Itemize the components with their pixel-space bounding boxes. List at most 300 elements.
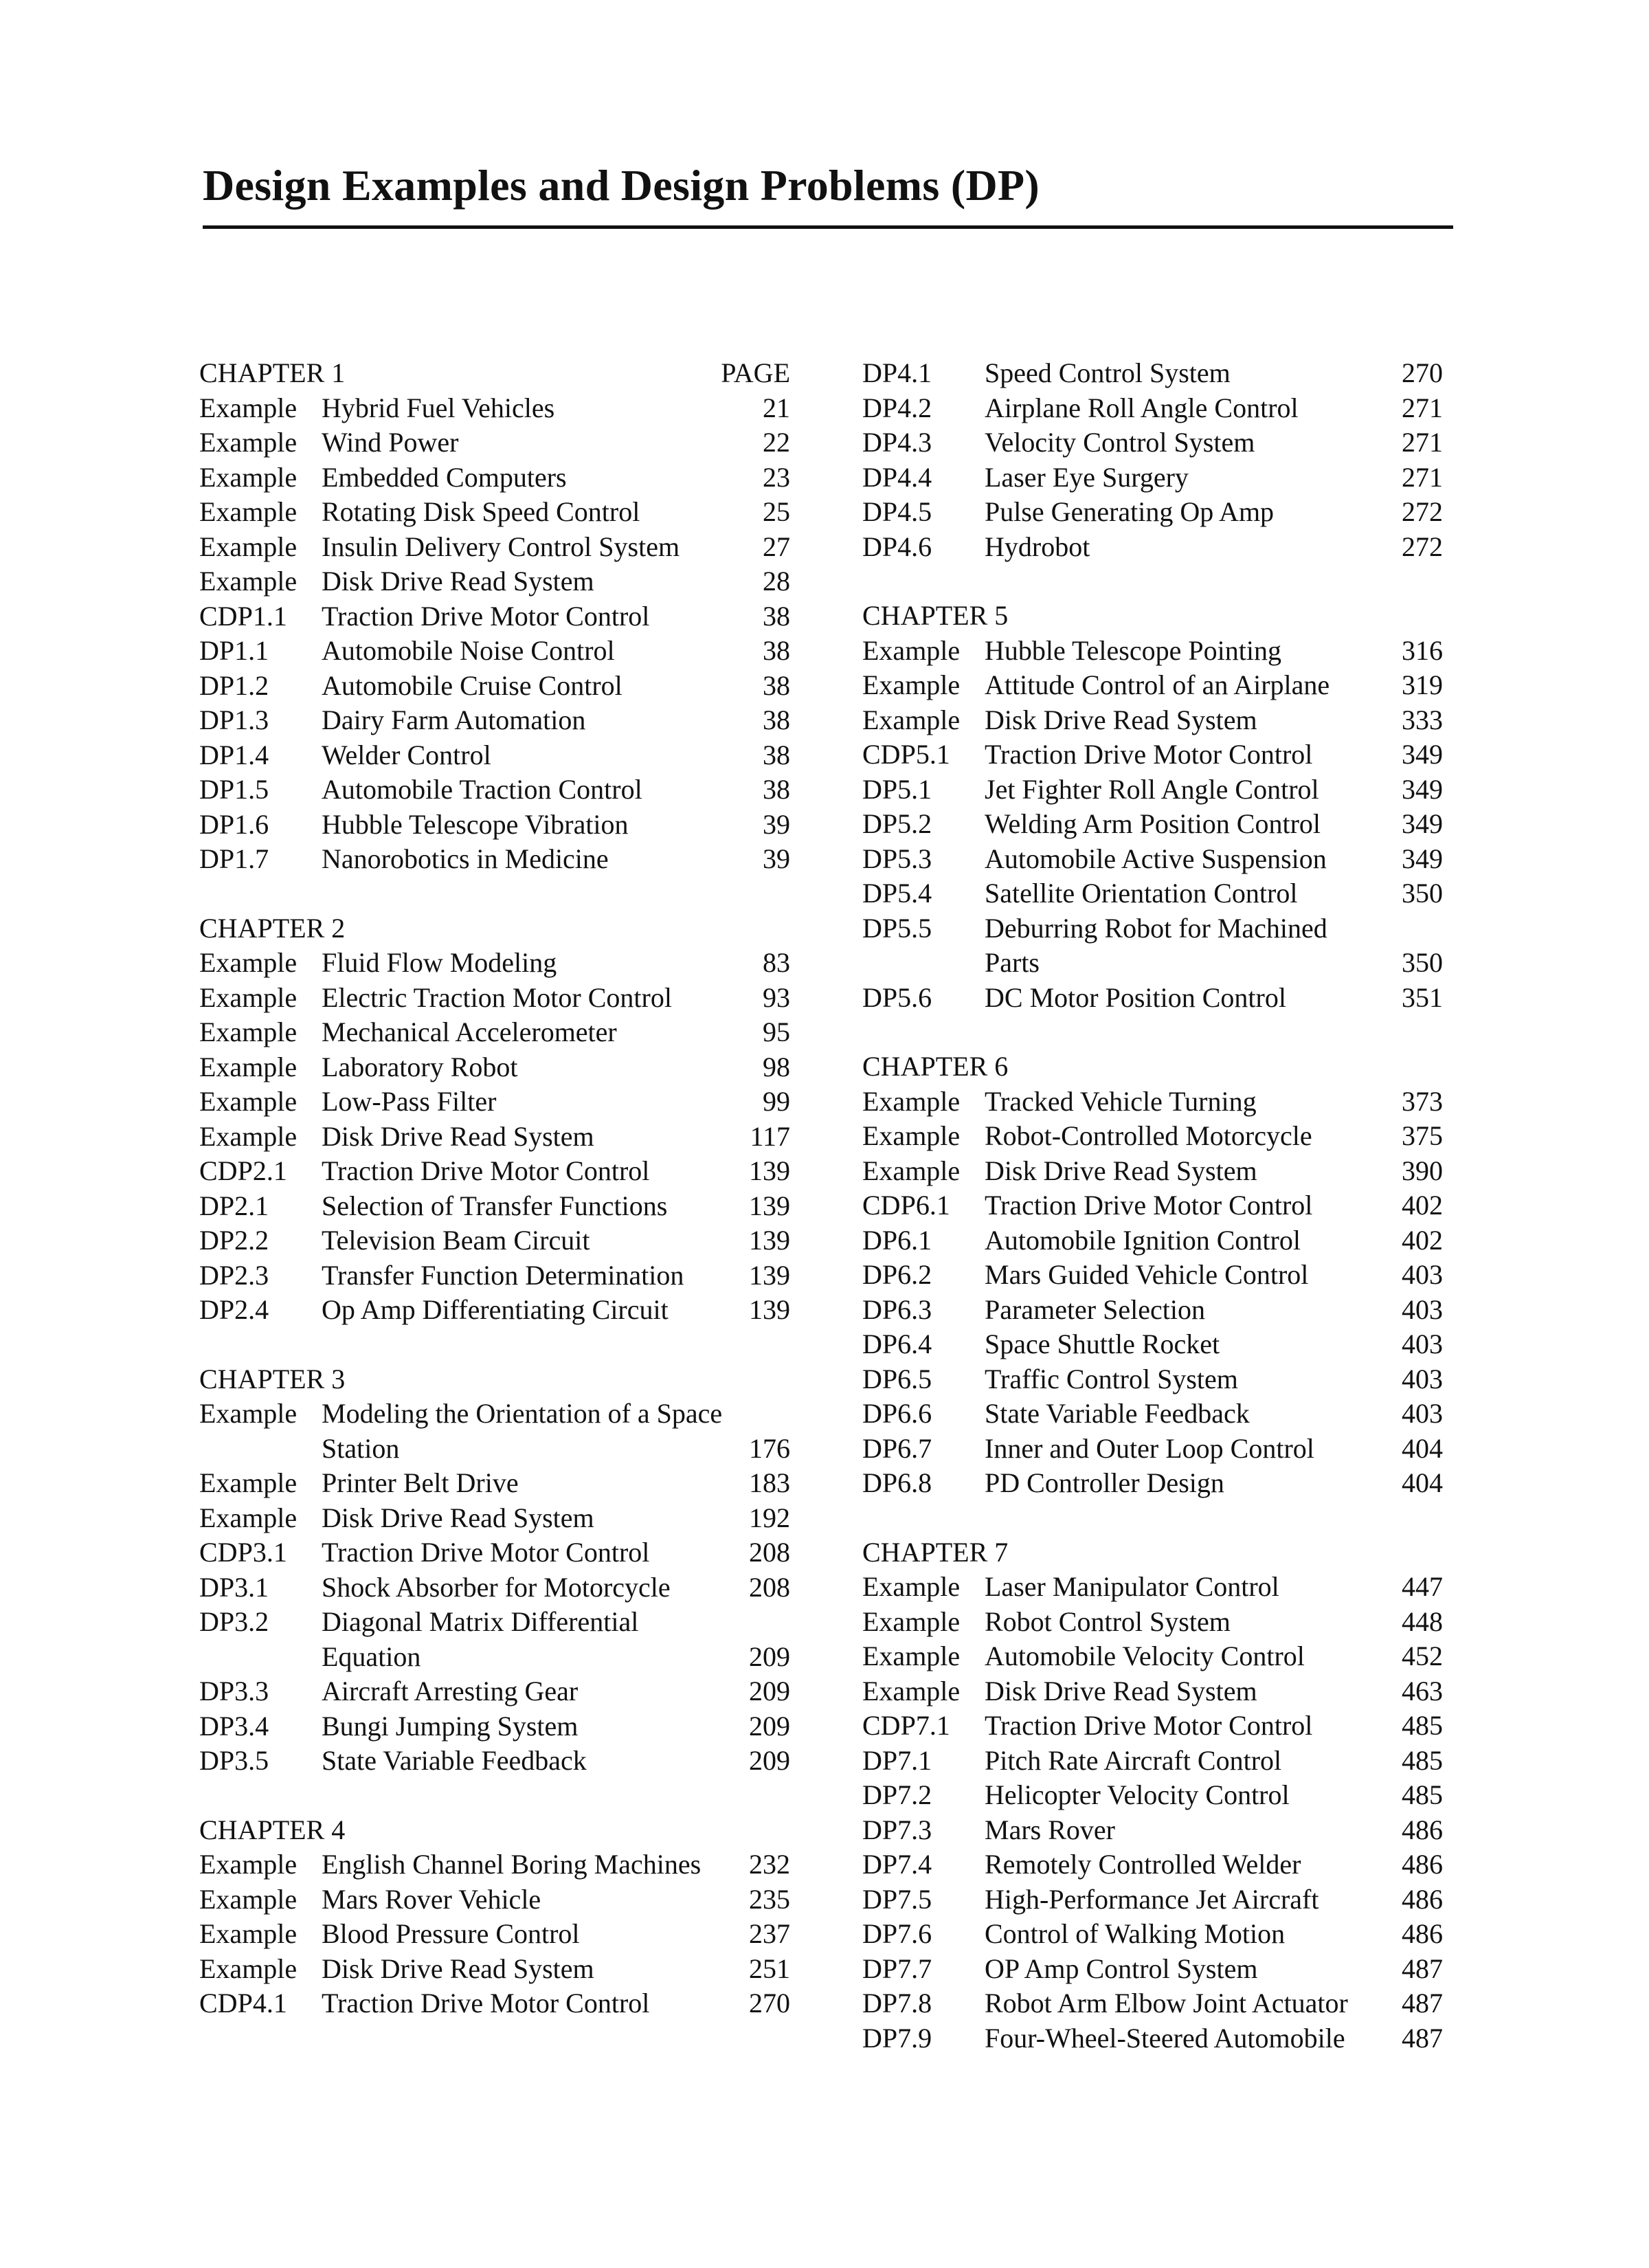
entry-title: Traction Drive Motor Control bbox=[322, 1155, 650, 1186]
entry-label: Example bbox=[199, 1051, 298, 1082]
chapter-heading: CHAPTER 3 bbox=[199, 1363, 346, 1394]
entry-title: Traction Drive Motor Control bbox=[985, 1190, 1313, 1221]
entry-label: DP4.6 bbox=[862, 531, 932, 562]
entry-row bbox=[862, 668, 1443, 703]
entry-row bbox=[862, 1223, 1443, 1258]
entry-label: DP5.6 bbox=[862, 981, 932, 1013]
entry-label: Example bbox=[862, 1675, 961, 1706]
entry-title: Automobile Active Suspension bbox=[985, 843, 1327, 874]
entry-label: DP3.5 bbox=[199, 1745, 269, 1776]
entry-page: 209 bbox=[749, 1710, 790, 1742]
entry-title: Welding Arm Position Control bbox=[985, 808, 1321, 839]
entry-row bbox=[199, 946, 790, 981]
entry-row bbox=[199, 425, 790, 460]
entry-page: 373 bbox=[1402, 1085, 1443, 1117]
entry-title: Automobile Noise Control bbox=[322, 635, 615, 666]
chapter-heading: CHAPTER 6 bbox=[862, 1051, 1009, 1082]
entry-page: 209 bbox=[749, 1745, 790, 1776]
entry-label: DP7.8 bbox=[862, 1988, 932, 2019]
entry-row bbox=[199, 669, 790, 704]
entry-page: 351 bbox=[1402, 981, 1443, 1013]
entry-page: 28 bbox=[763, 566, 790, 597]
entry-title: Aircraft Arresting Gear bbox=[322, 1676, 579, 1706]
entry-row bbox=[862, 391, 1443, 426]
entry-label: CDP5.1 bbox=[862, 739, 950, 770]
entry-label: Example bbox=[199, 1918, 298, 1949]
entry-title: Disk Drive Read System bbox=[322, 1953, 594, 1984]
entry-page: 139 bbox=[749, 1259, 790, 1291]
entry-title: Disk Drive Read System bbox=[985, 704, 1257, 735]
entry-label: CDP3.1 bbox=[199, 1537, 287, 1568]
entry-row bbox=[862, 460, 1443, 496]
entry-page: 350 bbox=[1402, 947, 1443, 978]
entry-title: Television Beam Circuit bbox=[322, 1225, 590, 1256]
entry-row bbox=[862, 1085, 1443, 1120]
entry-title: Tracked Vehicle Turning bbox=[985, 1085, 1257, 1117]
entry-row bbox=[862, 1917, 1443, 1952]
entry-page: 25 bbox=[763, 496, 790, 527]
entry-page: 39 bbox=[763, 808, 790, 840]
entry-page: 22 bbox=[763, 427, 790, 458]
entry-label: Example bbox=[862, 1120, 961, 1151]
entry-label: Example bbox=[199, 981, 298, 1013]
entry-label: Example bbox=[862, 1605, 961, 1637]
entry-page: 463 bbox=[1402, 1675, 1443, 1706]
entry-row bbox=[862, 1986, 1443, 2021]
entry-page: 447 bbox=[1402, 1571, 1443, 1602]
entry-label: DP2.4 bbox=[199, 1294, 269, 1325]
entry-page: 98 bbox=[763, 1051, 790, 1082]
entry-row bbox=[199, 1258, 790, 1293]
entry-title: Automobile Velocity Control bbox=[985, 1641, 1305, 1671]
entry-page: 487 bbox=[1402, 2022, 1443, 2054]
entry-label: Example bbox=[199, 1849, 298, 1880]
entry-page: 95 bbox=[763, 1016, 790, 1047]
page-column-header: PAGE bbox=[721, 357, 790, 388]
entry-row bbox=[862, 1327, 1443, 1362]
entry-row bbox=[199, 1050, 790, 1085]
entry-title: Attitude Control of an Airplane bbox=[985, 669, 1330, 700]
entry-label: DP5.1 bbox=[862, 773, 932, 805]
entry-label: Example bbox=[862, 634, 961, 666]
entry-page: 486 bbox=[1402, 1814, 1443, 1845]
entry-label: Example bbox=[199, 1502, 298, 1533]
entry-row bbox=[862, 807, 1443, 842]
entry-label: DP5.2 bbox=[862, 808, 932, 839]
chapter-section bbox=[862, 356, 1443, 564]
entry-row bbox=[199, 981, 790, 1016]
entry-label: Example bbox=[199, 1398, 298, 1429]
entry-row bbox=[862, 1847, 1443, 1882]
chapter-heading: CHAPTER 7 bbox=[862, 1536, 1009, 1568]
chapter-heading: CHAPTER 2 bbox=[199, 912, 346, 944]
entry-row bbox=[199, 460, 790, 496]
left-column bbox=[199, 356, 790, 2021]
entry-page: 349 bbox=[1402, 843, 1443, 874]
entry-label: Example bbox=[199, 1467, 298, 1498]
entry-title: Wind Power bbox=[322, 427, 459, 458]
entry-row bbox=[862, 1397, 1443, 1432]
entry-label: Example bbox=[862, 1571, 961, 1602]
right-column bbox=[862, 356, 1443, 2056]
entry-page: 139 bbox=[749, 1190, 790, 1221]
entry-row bbox=[199, 1674, 790, 1709]
entry-title: Robot Control System bbox=[985, 1605, 1231, 1637]
entry-row bbox=[199, 1952, 790, 1987]
entry-title: Mars Guided Vehicle Control bbox=[985, 1259, 1309, 1290]
entry-title: Laboratory Robot bbox=[322, 1051, 518, 1082]
chapter-heading-row bbox=[199, 911, 790, 946]
entry-page: 486 bbox=[1402, 1918, 1443, 1949]
entry-title: Remotely Controlled Welder bbox=[985, 1849, 1301, 1880]
entry-row bbox=[862, 1813, 1443, 1848]
entry-label: DP6.5 bbox=[862, 1363, 932, 1394]
entry-page: 349 bbox=[1402, 808, 1443, 839]
entry-label: DP2.2 bbox=[199, 1225, 269, 1256]
entry-title: Speed Control System bbox=[985, 357, 1231, 388]
entry-row bbox=[199, 1709, 790, 1744]
entry-page: 27 bbox=[763, 531, 790, 562]
entry-row bbox=[862, 1744, 1443, 1779]
entry-page: 403 bbox=[1402, 1328, 1443, 1359]
entry-title: Disk Drive Read System bbox=[985, 1675, 1257, 1706]
entry-row bbox=[862, 634, 1443, 669]
entry-row bbox=[199, 1189, 790, 1224]
entry-row bbox=[862, 1709, 1443, 1744]
entry-title: Traction Drive Motor Control bbox=[322, 600, 650, 632]
entry-label: DP1.3 bbox=[199, 704, 269, 735]
entry-page: 486 bbox=[1402, 1849, 1443, 1880]
entry-label: Example bbox=[199, 461, 298, 493]
entry-row bbox=[199, 808, 790, 843]
entry-page: 390 bbox=[1402, 1155, 1443, 1186]
entry-title: Four-Wheel-Steered Automobile bbox=[985, 2022, 1345, 2054]
entry-label: Example bbox=[862, 669, 961, 700]
entry-row bbox=[862, 1674, 1443, 1709]
entry-label: DP1.1 bbox=[199, 635, 269, 666]
entry-title: Disk Drive Read System bbox=[322, 1502, 594, 1533]
chapter-heading: CHAPTER 1 bbox=[199, 357, 346, 388]
entry-label: DP2.3 bbox=[199, 1259, 269, 1291]
entry-label: DP6.4 bbox=[862, 1328, 932, 1359]
entry-page: 235 bbox=[749, 1883, 790, 1915]
entry-page: 83 bbox=[763, 947, 790, 978]
entry-title: Robot-Controlled Motorcycle bbox=[985, 1120, 1312, 1151]
entry-page: 272 bbox=[1402, 496, 1443, 527]
entry-page: 139 bbox=[749, 1294, 790, 1325]
entry-row bbox=[199, 703, 790, 738]
entry-page: 349 bbox=[1402, 739, 1443, 770]
entry-row bbox=[199, 495, 790, 530]
entry-title: Electric Traction Motor Control bbox=[322, 981, 672, 1013]
entry-row bbox=[862, 703, 1443, 738]
entry-label: DP3.4 bbox=[199, 1710, 269, 1742]
entry-title: Low-Pass Filter bbox=[322, 1086, 497, 1117]
entry-title: Diagonal Matrix Differential Equation bbox=[322, 1606, 639, 1672]
entry-row bbox=[862, 1570, 1443, 1605]
entry-row bbox=[199, 1917, 790, 1952]
entry-page: 271 bbox=[1402, 461, 1443, 493]
entry-row bbox=[862, 1605, 1443, 1640]
entry-title: State Variable Feedback bbox=[322, 1745, 587, 1776]
entry-label: CDP1.1 bbox=[199, 600, 287, 632]
entry-title: OP Amp Control System bbox=[985, 1953, 1258, 1984]
entry-page: 402 bbox=[1402, 1224, 1443, 1256]
entry-row bbox=[199, 564, 790, 599]
entry-page: 485 bbox=[1402, 1779, 1443, 1810]
entry-title: Dairy Farm Automation bbox=[322, 704, 586, 735]
entry-title: Mars Rover bbox=[985, 1814, 1115, 1845]
entry-title: Traction Drive Motor Control bbox=[985, 739, 1313, 770]
entry-row bbox=[862, 530, 1443, 565]
entry-title: Automobile Ignition Control bbox=[985, 1224, 1301, 1256]
entry-title: Hubble Telescope Pointing bbox=[985, 634, 1281, 666]
chapter-section bbox=[862, 599, 1443, 1015]
entry-page: 23 bbox=[763, 461, 790, 493]
chapter-section bbox=[199, 1362, 790, 1779]
page-title: Design Examples and Design Problems (DP) bbox=[203, 161, 1040, 210]
entry-label: Example bbox=[199, 566, 298, 597]
entry-row bbox=[862, 495, 1443, 530]
entry-title: Airplane Roll Angle Control bbox=[985, 392, 1299, 423]
entry-title: Transfer Function Determination bbox=[322, 1259, 684, 1291]
entry-row bbox=[862, 1188, 1443, 1223]
entry-label: DP7.4 bbox=[862, 1849, 932, 1880]
entry-title: Traction Drive Motor Control bbox=[322, 1988, 650, 2019]
entry-page: 403 bbox=[1402, 1398, 1443, 1429]
entry-title: Embedded Computers bbox=[322, 461, 567, 493]
entry-title: Automobile Traction Control bbox=[322, 774, 642, 805]
entry-page: 403 bbox=[1402, 1293, 1443, 1325]
entry-page: 38 bbox=[763, 704, 790, 735]
entry-page: 232 bbox=[749, 1849, 790, 1880]
entry-label: DP1.7 bbox=[199, 843, 269, 874]
entry-label: DP7.2 bbox=[862, 1779, 932, 1810]
entry-row bbox=[862, 1432, 1443, 1467]
entry-page: 349 bbox=[1402, 773, 1443, 805]
entry-title: Pulse Generating Op Amp bbox=[985, 496, 1275, 527]
entry-label: DP7.1 bbox=[862, 1744, 932, 1776]
chapter-heading-row bbox=[862, 1535, 1443, 1570]
entry-row bbox=[862, 772, 1443, 808]
entry-page: 93 bbox=[763, 981, 790, 1013]
entry-row bbox=[199, 1882, 790, 1917]
entry-title: Modeling the Orientation of a Space Station bbox=[322, 1398, 723, 1464]
title-rule bbox=[203, 225, 1453, 229]
entry-row bbox=[199, 634, 790, 669]
entry-title: Satellite Orientation Control bbox=[985, 878, 1298, 909]
entry-row bbox=[199, 1501, 790, 1536]
entry-row bbox=[199, 738, 790, 773]
entry-label: DP2.1 bbox=[199, 1190, 269, 1221]
entry-page: 271 bbox=[1402, 427, 1443, 458]
entry-title: Traction Drive Motor Control bbox=[985, 1710, 1313, 1741]
entry-label: DP4.5 bbox=[862, 496, 932, 527]
entry-label: DP6.3 bbox=[862, 1293, 932, 1325]
entry-row bbox=[862, 1362, 1443, 1397]
entry-page: 38 bbox=[763, 600, 790, 632]
entry-title: State Variable Feedback bbox=[985, 1398, 1250, 1429]
entry-title: Disk Drive Read System bbox=[322, 566, 594, 597]
entry-label: DP6.6 bbox=[862, 1398, 932, 1429]
chapter-heading-row bbox=[199, 1362, 790, 1397]
entry-row bbox=[862, 1258, 1443, 1293]
entry-row bbox=[862, 1639, 1443, 1674]
entry-page: 271 bbox=[1402, 392, 1443, 423]
entry-row bbox=[862, 1293, 1443, 1328]
entry-page: 404 bbox=[1402, 1432, 1443, 1464]
entry-label: DP5.5 bbox=[862, 912, 932, 944]
entry-row bbox=[199, 530, 790, 565]
entry-title: Disk Drive Read System bbox=[322, 1120, 594, 1152]
entry-page: 38 bbox=[763, 739, 790, 770]
entry-label: Example bbox=[862, 1085, 961, 1117]
entry-page: 350 bbox=[1402, 878, 1443, 909]
entry-title: Mechanical Accelerometer bbox=[322, 1016, 617, 1047]
chapter-section bbox=[199, 1813, 790, 2021]
chapter-heading-row bbox=[199, 1813, 790, 1848]
entry-title: PD Controller Design bbox=[985, 1467, 1224, 1498]
entry-label: DP3.3 bbox=[199, 1676, 269, 1706]
entry-label: CDP7.1 bbox=[862, 1710, 950, 1741]
entry-page: 270 bbox=[1402, 357, 1443, 388]
entry-page: 403 bbox=[1402, 1259, 1443, 1290]
entry-row bbox=[199, 1535, 790, 1570]
entry-title: Fluid Flow Modeling bbox=[322, 947, 557, 978]
entry-label: DP3.2 bbox=[199, 1606, 269, 1637]
entry-page: 237 bbox=[749, 1918, 790, 1949]
entry-label: CDP4.1 bbox=[199, 1988, 287, 2019]
entry-label: DP1.2 bbox=[199, 669, 269, 701]
entry-row bbox=[199, 1120, 790, 1155]
entry-page: 209 bbox=[749, 1641, 790, 1672]
entry-label: DP4.3 bbox=[862, 427, 932, 458]
entry-title: Control of Walking Motion bbox=[985, 1918, 1286, 1949]
entry-label: Example bbox=[862, 704, 961, 735]
chapter-heading: CHAPTER 4 bbox=[199, 1814, 346, 1845]
entry-label: CDP6.1 bbox=[862, 1190, 950, 1221]
entry-label: Example bbox=[862, 1641, 961, 1671]
entry-row bbox=[199, 1085, 790, 1120]
entry-page: 487 bbox=[1402, 1953, 1443, 1984]
entry-title: DC Motor Position Control bbox=[985, 981, 1286, 1013]
entry-title: English Channel Boring Machines bbox=[322, 1849, 702, 1880]
entry-page: 38 bbox=[763, 669, 790, 701]
entry-row bbox=[862, 1778, 1443, 1813]
entry-row bbox=[199, 842, 790, 877]
entry-row bbox=[199, 599, 790, 634]
entry-row bbox=[862, 737, 1443, 772]
entry-label: DP7.3 bbox=[862, 1814, 932, 1845]
entry-page: 99 bbox=[763, 1086, 790, 1117]
entry-label: DP4.1 bbox=[862, 357, 932, 388]
entry-title: Helicopter Velocity Control bbox=[985, 1779, 1290, 1810]
entry-row bbox=[862, 981, 1443, 1016]
entry-row bbox=[199, 1015, 790, 1050]
entry-label: DP4.4 bbox=[862, 461, 932, 493]
entry-page: 316 bbox=[1402, 634, 1443, 666]
entry-label: Example bbox=[199, 1016, 298, 1047]
chapter-heading-row bbox=[862, 1049, 1443, 1085]
entry-page: 117 bbox=[750, 1120, 790, 1152]
entry-row bbox=[199, 1397, 790, 1466]
entry-label: DP7.9 bbox=[862, 2022, 932, 2054]
entry-title: Insulin Delivery Control System bbox=[322, 531, 680, 562]
entry-label: DP1.6 bbox=[199, 808, 269, 840]
entry-title: Inner and Outer Loop Control bbox=[985, 1432, 1314, 1464]
entry-row bbox=[199, 1744, 790, 1779]
entry-page: 192 bbox=[749, 1502, 790, 1533]
entry-page: 139 bbox=[749, 1155, 790, 1186]
entry-page: 333 bbox=[1402, 704, 1443, 735]
entry-row bbox=[862, 2021, 1443, 2056]
entry-row bbox=[199, 1986, 790, 2021]
entry-label: DP6.2 bbox=[862, 1259, 932, 1290]
entry-page: 208 bbox=[749, 1537, 790, 1568]
entry-label: DP3.1 bbox=[199, 1571, 269, 1603]
entry-page: 485 bbox=[1402, 1710, 1443, 1741]
chapter-section bbox=[199, 911, 790, 1328]
entry-title: Velocity Control System bbox=[985, 427, 1255, 458]
entry-label: DP4.2 bbox=[862, 392, 932, 423]
entry-title: Bungi Jumping System bbox=[322, 1710, 579, 1742]
chapter-heading-row bbox=[862, 599, 1443, 634]
entry-title: Welder Control bbox=[322, 739, 491, 770]
entry-row bbox=[199, 1223, 790, 1258]
entry-page: 38 bbox=[763, 635, 790, 666]
entry-page: 448 bbox=[1402, 1605, 1443, 1637]
entry-label: CDP2.1 bbox=[199, 1155, 287, 1186]
entry-title: Disk Drive Read System bbox=[985, 1155, 1257, 1186]
entry-row bbox=[862, 1466, 1443, 1501]
entry-page: 21 bbox=[763, 392, 790, 423]
entry-label: DP7.6 bbox=[862, 1918, 932, 1949]
entry-label: DP7.5 bbox=[862, 1883, 932, 1915]
chapter-heading-row bbox=[199, 356, 790, 391]
entry-page: 176 bbox=[749, 1432, 790, 1464]
entry-title: Parameter Selection bbox=[985, 1293, 1205, 1325]
entry-page: 375 bbox=[1402, 1120, 1443, 1151]
entry-page: 139 bbox=[749, 1225, 790, 1256]
entry-page: 452 bbox=[1402, 1641, 1443, 1671]
entry-row bbox=[862, 876, 1443, 911]
entry-page: 486 bbox=[1402, 1883, 1443, 1915]
entry-row bbox=[199, 391, 790, 426]
entry-label: DP1.5 bbox=[199, 774, 269, 805]
entry-title: Printer Belt Drive bbox=[322, 1467, 519, 1498]
entry-title: Laser Eye Surgery bbox=[985, 461, 1189, 493]
entry-row bbox=[199, 1154, 790, 1189]
entry-row bbox=[862, 842, 1443, 877]
entry-page: 404 bbox=[1402, 1467, 1443, 1498]
entry-title: Hydrobot bbox=[985, 531, 1090, 562]
entry-title: Op Amp Differentiating Circuit bbox=[322, 1294, 669, 1325]
entry-title: Nanorobotics in Medicine bbox=[322, 843, 609, 874]
entry-label: Example bbox=[199, 947, 298, 978]
entry-title: Mars Rover Vehicle bbox=[322, 1883, 541, 1915]
entry-label: DP7.7 bbox=[862, 1953, 932, 1984]
entry-title: High-Performance Jet Aircraft bbox=[985, 1883, 1319, 1915]
entry-label: Example bbox=[199, 531, 298, 562]
entry-title: Deburring Robot for Machined Parts bbox=[985, 912, 1327, 978]
entry-row bbox=[862, 1952, 1443, 1987]
entry-row bbox=[199, 772, 790, 808]
entry-page: 403 bbox=[1402, 1363, 1443, 1394]
entry-row bbox=[199, 1847, 790, 1882]
entry-row bbox=[862, 356, 1443, 391]
entry-title: Selection of Transfer Functions bbox=[322, 1190, 668, 1221]
chapter-section bbox=[862, 1535, 1443, 2056]
